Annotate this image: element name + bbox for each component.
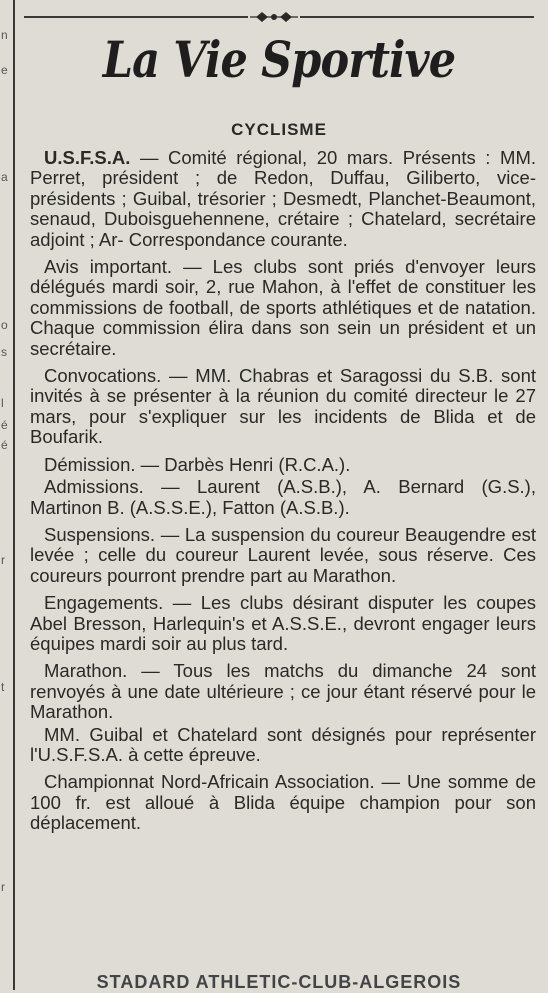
article-paragraph: Convocations. — MM. Chabras et Saragossi du S.B. sont invités à se présenter à la réunion du comité directeur le 27 mars, pour s'expliquer sur les incidents de Blida et de Boufarik. xyxy=(30,365,536,448)
margin-letter: e xyxy=(1,63,8,77)
margin-letter: o xyxy=(1,318,8,332)
column-rule xyxy=(13,0,15,990)
margin-letter: n xyxy=(1,28,8,42)
margin-letter: s xyxy=(1,345,7,359)
left-margin-fragments xyxy=(0,0,12,990)
paragraph-text: — Comité régional, 20 mars. Présents : MM. Perret, président ; de Redon, Duffau, Giliberto, vice-présidents ; Guibal, trésorier ; Desmedt, Planchet-Beaumont, senaud, Duboisguehennene, crétaire ; Chatelard, secrétaire adjoint ; Ar- Correspondance courante. xyxy=(30,147,536,250)
article-paragraph: Démission. — Darbès Henri (R.C.A.). xyxy=(44,453,351,475)
margin-letter: l xyxy=(1,396,4,410)
margin-letter: a xyxy=(1,170,8,184)
ornament-icon xyxy=(248,9,300,25)
margin-letter: é xyxy=(1,418,8,432)
margin-letter: r xyxy=(1,880,5,894)
section-heading: CYCLISME xyxy=(231,120,327,139)
next-heading: STADARD ATHLETIC-CLUB-ALGEROIS xyxy=(96,972,462,992)
article-paragraph: Marathon. — Tous les matchs du dimanche 24 sont renvoyés à une date ultérieure ; ce jour étant réservé pour le Marathon. xyxy=(30,660,536,723)
article-paragraph: Admissions. — Laurent (A.S.B.), A. Bernard (G.S.), Martinon B. (A.S.S.E.), Fatton (A.S.B.). xyxy=(30,476,536,518)
margin-letter: é xyxy=(1,438,8,452)
article-column xyxy=(30,148,536,841)
margin-letter: t xyxy=(1,680,5,694)
article-paragraph: MM. Guibal et Chatelard sont désignés pour représenter l'U.S.F.S.A. à cette épreuve. xyxy=(30,723,536,765)
article-paragraph: Engagements. — Les clubs désirant disputer les coupes Abel Bresson, Harlequin's et A.S.S.E., devront engager leurs équipes mardi soir au plus tard. xyxy=(30,592,536,654)
margin-letter: r xyxy=(1,553,5,567)
page-title: La Vie Sportive xyxy=(102,30,456,89)
article-paragraph xyxy=(30,148,536,250)
article-paragraph: Championnat Nord-Africain Association. — Une somme de 100 fr. est alloué à Blida équipe champion pour son déplacement. xyxy=(30,771,536,834)
paragraph-lead: U.S.F.S.A. xyxy=(44,147,131,168)
article-paragraph: Avis important. — Les clubs sont priés d'envoyer leurs délégués mardi soir, 2, rue Mahon, à l'effet de constituer les commissions de football, de sports athlétiques et de natation. Chaque commission élira dans son sein un président et un secrétaire. xyxy=(30,256,536,359)
article-paragraph: Suspensions. — La suspension du coureur Beaugendre est levée ; celle du coureur Laurent levée, sous réserve. Ces coureurs pourront prendre part au Marathon. xyxy=(30,523,536,586)
